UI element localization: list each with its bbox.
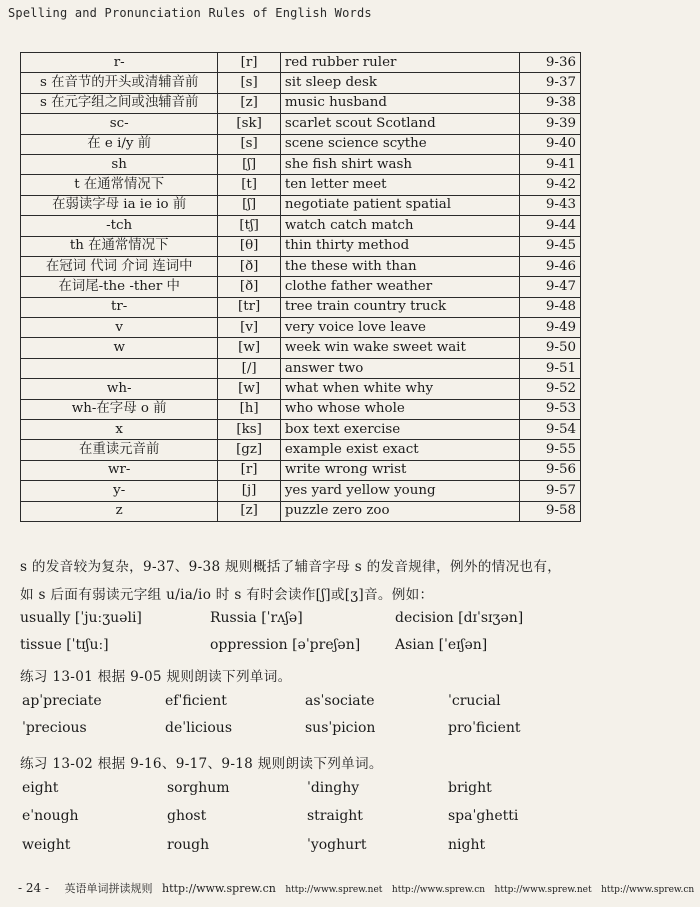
rule-code-cell: 9-45 xyxy=(520,236,581,256)
website-link[interactable]: http://www.sprew.cn xyxy=(391,885,486,895)
rule-code-cell: 9-40 xyxy=(520,134,581,154)
letter-cell: 在词尾-the -ther 中 xyxy=(21,277,218,297)
exercise-13-01-heading: 练习 13-01 根据 9-05 规则朗读下列单词。 xyxy=(20,669,292,685)
rule-row xyxy=(21,440,581,460)
rule-row xyxy=(21,420,581,440)
rule-code-cell: 9-42 xyxy=(520,175,581,195)
letter-cell: th 在通常情况下 xyxy=(21,236,218,256)
book-title: 英语单词拼读规则 xyxy=(64,882,153,895)
examples-cell: ten letter meet xyxy=(280,175,519,195)
letter-cell xyxy=(21,358,218,378)
sound-cell: [gz] xyxy=(218,440,281,460)
exercise-word: ˈprecious xyxy=(22,720,87,736)
sound-cell: [r] xyxy=(218,460,281,480)
note-line-1: s 的发音较为复杂，9-37、9-38 规则概括了辅音字母 s 的发音规律，例外的情况也有， xyxy=(20,559,562,575)
letter-cell: r- xyxy=(21,53,218,73)
exercise-word: apˈpreciate xyxy=(22,693,102,709)
sound-cell: [w] xyxy=(218,338,281,358)
exercise-word: asˈsociate xyxy=(305,693,375,709)
exercise-word: spaˈghetti xyxy=(448,808,519,824)
rule-code-cell: 9-56 xyxy=(520,460,581,480)
website-link[interactable]: http://www.sprew.cn xyxy=(601,885,695,895)
letter-cell: x xyxy=(21,420,218,440)
rule-code-cell: 9-46 xyxy=(520,256,581,276)
examples-cell: answer two xyxy=(280,358,519,378)
letter-cell: wh-在字母 o 前 xyxy=(21,399,218,419)
rule-code-cell: 9-54 xyxy=(520,420,581,440)
rule-row xyxy=(21,93,581,113)
exercise-word: sorghum xyxy=(167,780,230,796)
rule-row xyxy=(21,481,581,501)
exercise-word: ˈcrucial xyxy=(448,693,501,709)
rule-row xyxy=(21,236,581,256)
examples-cell: example exist exact xyxy=(280,440,519,460)
rule-row xyxy=(21,175,581,195)
rule-code-cell: 9-41 xyxy=(520,154,581,174)
sound-cell: [tʃ] xyxy=(218,216,281,236)
rule-code-cell: 9-57 xyxy=(520,481,581,501)
rule-row xyxy=(21,318,581,338)
rule-code-cell: 9-44 xyxy=(520,216,581,236)
examples-cell: the these with than xyxy=(280,256,519,276)
rule-row xyxy=(21,195,581,215)
exercise-word: efˈficient xyxy=(165,693,227,709)
examples-cell: sit sleep desk xyxy=(280,73,519,93)
example-word: usually [ˈjuːʒuəli] xyxy=(20,610,142,626)
exercise-word: weight xyxy=(22,837,71,853)
rule-code-cell: 9-50 xyxy=(520,338,581,358)
sound-cell: [w] xyxy=(218,379,281,399)
example-word: decision [dɪˈsɪʒən] xyxy=(395,610,524,626)
sound-cell: [ð] xyxy=(218,256,281,276)
exercise-word: ˈdinghy xyxy=(307,780,360,796)
letter-cell: z xyxy=(21,501,218,521)
exercise-word: night xyxy=(448,837,486,853)
sound-cell: [ʃ] xyxy=(218,195,281,215)
example-word: Russia [ˈrʌʃə] xyxy=(210,610,303,626)
rule-row xyxy=(21,114,581,134)
examples-cell: music husband xyxy=(280,93,519,113)
letter-cell: 在 e i/y 前 xyxy=(21,134,218,154)
letter-cell: y- xyxy=(21,481,218,501)
letter-cell: w xyxy=(21,338,218,358)
example-word: oppression [əˈpreʃən] xyxy=(210,637,361,653)
rule-code-cell: 9-48 xyxy=(520,297,581,317)
rule-row xyxy=(21,358,581,378)
rule-row xyxy=(21,277,581,297)
sound-cell: [ks] xyxy=(218,420,281,440)
running-header: Spelling and Pronunciation Rules of English Words xyxy=(8,6,372,20)
website-link[interactable]: http://www.sprew.cn xyxy=(162,882,276,895)
letter-cell: wh- xyxy=(21,379,218,399)
exercise-word: rough xyxy=(167,837,210,853)
exercise-word: ˈyoghurt xyxy=(307,837,367,853)
pronunciation-rules-table xyxy=(20,52,581,522)
exercise-word: eˈnough xyxy=(22,808,79,824)
website-link[interactable]: http://www.sprew.net xyxy=(494,885,592,895)
letter-cell: s 在元字组之间或浊辅音前 xyxy=(21,93,218,113)
sound-cell: [/] xyxy=(218,358,281,378)
sound-cell: [h] xyxy=(218,399,281,419)
rule-row xyxy=(21,53,581,73)
sound-cell: [z] xyxy=(218,501,281,521)
rule-code-cell: 9-52 xyxy=(520,379,581,399)
rule-code-cell: 9-55 xyxy=(520,440,581,460)
letter-cell: sc- xyxy=(21,114,218,134)
letter-cell: 在弱读字母 ia ie io 前 xyxy=(21,195,218,215)
exercise-word: ghost xyxy=(167,808,207,824)
exercise-word: straight xyxy=(307,808,363,824)
letter-cell: 在冠词 代词 介词 连词中 xyxy=(21,256,218,276)
sound-cell: [ʃ] xyxy=(218,154,281,174)
examples-cell: week win wake sweet wait xyxy=(280,338,519,358)
letter-cell: -tch xyxy=(21,216,218,236)
examples-cell: who whose whole xyxy=(280,399,519,419)
sound-cell: [z] xyxy=(218,93,281,113)
rule-code-cell: 9-53 xyxy=(520,399,581,419)
rule-code-cell: 9-37 xyxy=(520,73,581,93)
examples-cell: red rubber ruler xyxy=(280,53,519,73)
sound-cell: [ð] xyxy=(218,277,281,297)
sound-cell: [v] xyxy=(218,318,281,338)
exercise-word: eight xyxy=(22,780,59,796)
rule-row xyxy=(21,154,581,174)
letter-cell: t 在通常情况下 xyxy=(21,175,218,195)
rule-row xyxy=(21,460,581,480)
rule-row xyxy=(21,379,581,399)
letter-cell: s 在音节的开头或清辅音前 xyxy=(21,73,218,93)
rule-row xyxy=(21,297,581,317)
rule-row xyxy=(21,501,581,521)
examples-cell: very voice love leave xyxy=(280,318,519,338)
sound-cell: [s] xyxy=(218,73,281,93)
rule-code-cell: 9-43 xyxy=(520,195,581,215)
examples-cell: clothe father weather xyxy=(280,277,519,297)
examples-cell: scarlet scout Scotland xyxy=(280,114,519,134)
examples-cell: watch catch match xyxy=(280,216,519,236)
rule-code-cell: 9-36 xyxy=(520,53,581,73)
examples-cell: write wrong wrist xyxy=(280,460,519,480)
page-footer xyxy=(18,880,700,896)
letter-cell: tr- xyxy=(21,297,218,317)
rule-code-cell: 9-38 xyxy=(520,93,581,113)
exercise-13-02-heading: 练习 13-02 根据 9-16、9-17、9-18 规则朗读下列单词。 xyxy=(20,756,383,772)
exercise-word: susˈpicion xyxy=(305,720,376,736)
examples-cell: box text exercise xyxy=(280,420,519,440)
note-line-2: 如 s 后面有弱读元字组 u/ia/io 时 s 有时会读作[ʃ]或[ʒ]音。例如： xyxy=(20,587,434,603)
rule-row xyxy=(21,256,581,276)
sound-cell: [θ] xyxy=(218,236,281,256)
sound-cell: [sk] xyxy=(218,114,281,134)
sound-cell: [j] xyxy=(218,481,281,501)
example-word: tissue [ˈtɪʃuː] xyxy=(20,637,109,653)
exercise-word: proˈficient xyxy=(448,720,521,736)
letter-cell: 在重读元音前 xyxy=(21,440,218,460)
letter-cell: sh xyxy=(21,154,218,174)
sound-cell: [s] xyxy=(218,134,281,154)
sound-cell: [tr] xyxy=(218,297,281,317)
examples-cell: she fish shirt wash xyxy=(280,154,519,174)
rule-row xyxy=(21,399,581,419)
rule-row xyxy=(21,134,581,154)
exercise-word: bright xyxy=(448,780,492,796)
exercise-word: deˈlicious xyxy=(165,720,232,736)
rule-code-cell: 9-58 xyxy=(520,501,581,521)
example-word: Asian [ˈeɪʃən] xyxy=(395,637,488,653)
rules-table-body xyxy=(21,53,581,522)
examples-cell: tree train country truck xyxy=(280,297,519,317)
rule-code-cell: 9-49 xyxy=(520,318,581,338)
letter-cell: wr- xyxy=(21,460,218,480)
explanatory-note xyxy=(20,553,590,609)
rule-code-cell: 9-39 xyxy=(520,114,581,134)
sound-cell: [r] xyxy=(218,53,281,73)
rule-row xyxy=(21,216,581,236)
examples-cell: what when white why xyxy=(280,379,519,399)
rule-row xyxy=(21,338,581,358)
website-link[interactable]: http://www.sprew.net xyxy=(285,885,383,895)
page-number: - 24 - xyxy=(18,881,50,895)
rule-code-cell: 9-51 xyxy=(520,358,581,378)
rule-row xyxy=(21,73,581,93)
examples-cell: yes yard yellow young xyxy=(280,481,519,501)
examples-cell: negotiate patient spatial xyxy=(280,195,519,215)
examples-cell: puzzle zero zoo xyxy=(280,501,519,521)
letter-cell: v xyxy=(21,318,218,338)
examples-cell: scene science scythe xyxy=(280,134,519,154)
sound-cell: [t] xyxy=(218,175,281,195)
examples-cell: thin thirty method xyxy=(280,236,519,256)
rule-code-cell: 9-47 xyxy=(520,277,581,297)
